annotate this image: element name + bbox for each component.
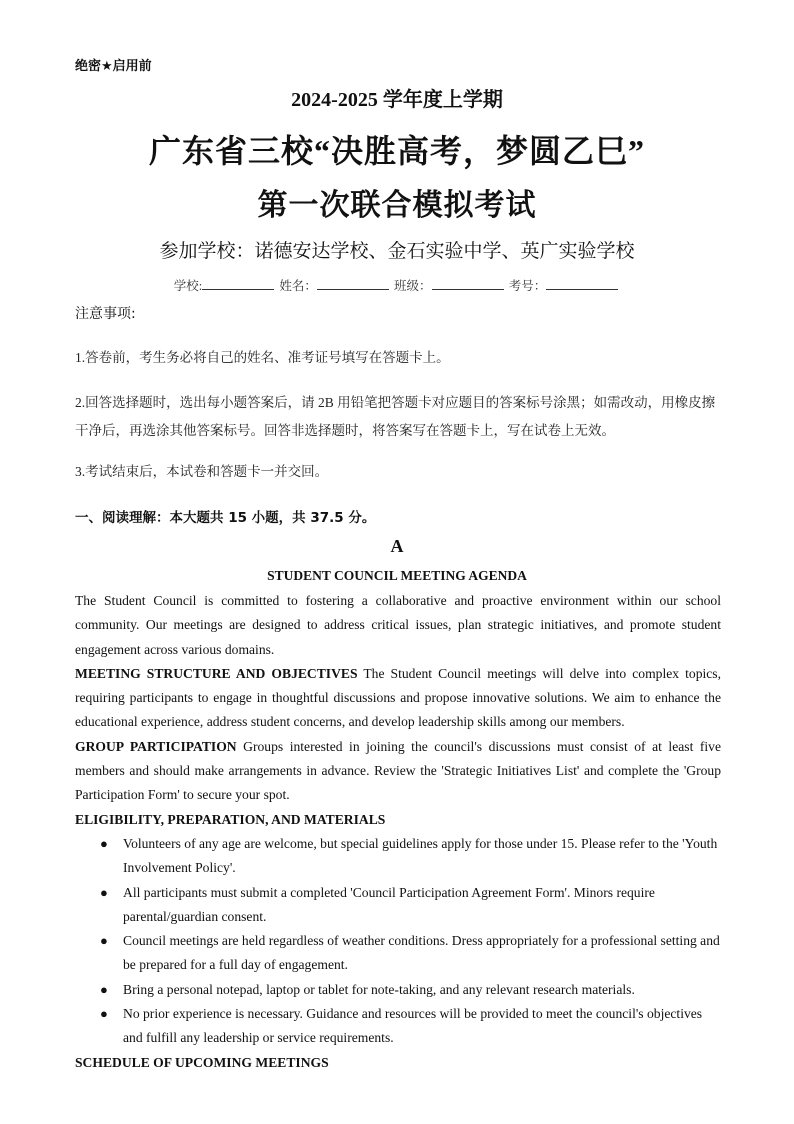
school-year: 2024-2025 学年度上学期 [291, 89, 503, 111]
participating-schools: 参加学校：诺德安达学校、金石实验中学、英广实验学校 [159, 240, 635, 262]
bullet-icon: ● [100, 981, 108, 997]
exam-title-line2: 第一次联合模拟考试 [257, 189, 537, 222]
student-info-fields [0, 276, 794, 294]
bullet-icon: ● [100, 933, 108, 949]
field-class-blank [432, 278, 504, 290]
exam-title-line1: 广东省三校“决胜高考，梦圆乙巳” [148, 133, 645, 169]
confidential-label: 绝密★启用前 [75, 59, 152, 74]
field-id-blank [546, 278, 618, 290]
structure-label: MEETING STRUCTURE AND OBJECTIVES [75, 665, 358, 681]
list-item [100, 881, 721, 930]
list-item [100, 929, 721, 978]
bullet-icon: ● [100, 884, 108, 900]
group-text: Groups interested in joining the council's discussions must consist of at least five members and should make arrangements in advance. Review the 'Strategic Initiatives List' and complete the 'Group Participation Form' to secure your spot. [75, 738, 722, 803]
notice-heading: 注意事项: [75, 306, 136, 322]
agenda-title: STUDENT COUNCIL MEETING AGENDA [267, 568, 527, 583]
notice-item: 2.回答选择题时，选出每小题答案后，请 2B 用铅笔把答题卡对应题目的答案标号涂黑；如需改动，用橡皮擦干净后，再选涂其他答案标号。回答非选择题时，将答案写在答题卡上，写在试卷上无效。 [75, 395, 716, 438]
list-item-text: Bring a personal notepad, laptop or tablet for note-taking, and any relevant research materials. [123, 981, 635, 997]
notice-item: 3.考试结束后，本试卷和答题卡一并交回。 [75, 464, 329, 479]
schedule-label: SCHEDULE OF UPCOMING MEETINGS [75, 1054, 329, 1070]
bullet-icon: ● [100, 835, 108, 851]
list-item-text: All participants must submit a completed 'Council Participation Agreement Form'. Minors require parental/guardian consent. [123, 884, 655, 924]
list-item [100, 1002, 721, 1051]
intro-paragraph: The Student Council is committed to fostering a collaborative and proactive environment within our school community. Our meetings are designed to address critical issues, plan strategic initiatives, and promote student engagement across various domains. [75, 593, 721, 657]
list-item-text: Volunteers of any age are welcome, but special guidelines apply for those under 15. Please refer to the 'Youth Involvement Policy'. [123, 835, 718, 876]
list-item-text: No prior experience is necessary. Guidance and resources will be provided to meet the council's objectives and fulfill any leadership or service requirements. [123, 1006, 703, 1046]
passage-letter: A [390, 536, 404, 556]
field-id-label: 考号： [508, 279, 547, 293]
schedule-heading [75, 1051, 721, 1075]
group-paragraph [75, 735, 721, 808]
group-label: GROUP PARTICIPATION [75, 738, 237, 754]
list-item-text: Council meetings are held regardless of weather conditions. Dress appropriately for a professional setting and be prepared for a full day of engagement. [123, 933, 720, 973]
list-item [100, 978, 721, 1002]
field-name-blank [317, 278, 389, 290]
field-school-blank [202, 278, 274, 290]
section-heading: 一、阅读理解：本大题共 15 小题，共 37.5 分。 [75, 510, 376, 526]
eligibility-label: ELIGIBILITY, PREPARATION, AND MATERIALS [75, 811, 386, 827]
field-class-label: 班级： [394, 279, 432, 293]
field-name-label: 姓名： [279, 279, 317, 293]
eligibility-heading [75, 808, 721, 832]
bullet-icon: ● [100, 1006, 108, 1022]
passage-body [75, 589, 721, 1075]
eligibility-list [75, 832, 721, 1051]
field-school-label: 学校: [173, 279, 203, 293]
structure-paragraph [75, 662, 721, 735]
notice-item: 1.答卷前，考生务必将自己的姓名、准考证号填写在答题卡上。 [75, 350, 450, 365]
structure-text: The Student Council meetings will delve into complex topics, requiring participants to engage in thoughtful discussions and propose innovative solutions. We aim to enhance the educational experience, address student concerns, and develop leadership skills among our members. [75, 665, 721, 730]
list-item [100, 832, 721, 881]
